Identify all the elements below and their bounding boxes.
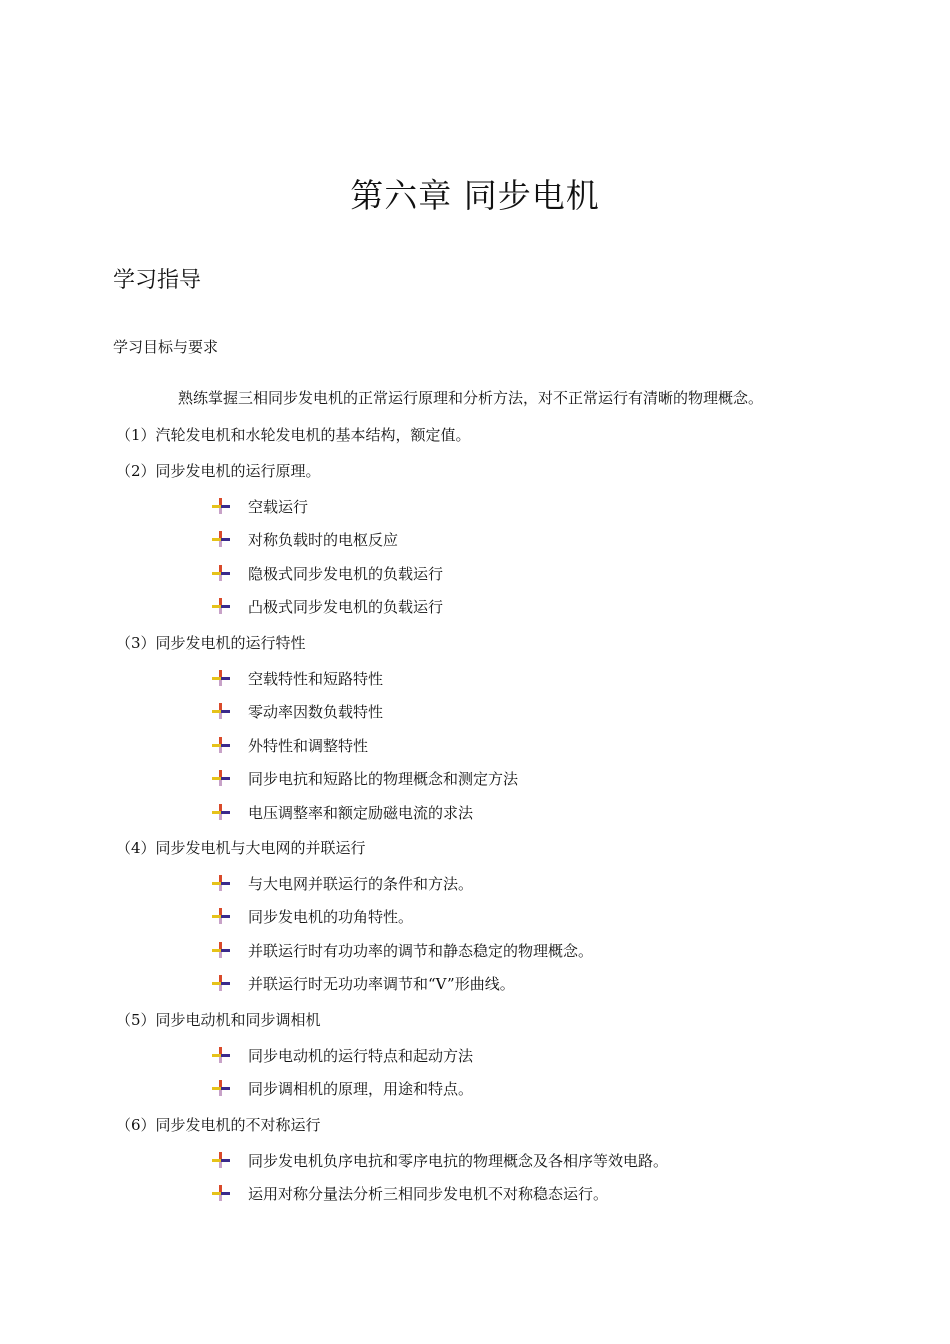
cross-bullet-icon: [212, 975, 230, 991]
bullet-text: 隐极式同步发电机的负载运行: [248, 565, 444, 583]
cross-bullet-icon: [212, 703, 230, 719]
cross-bullet-icon: [212, 598, 230, 614]
cross-bullet-icon: [212, 498, 230, 514]
intro-paragraph: 熟练掌握三相同步发电机的正常运行原理和分析方法，对不正常运行有清晰的物理概念。: [178, 389, 764, 407]
bullet-text: 同步发电机负序电抗和零序电抗的物理概念及各相序等效电路。: [248, 1152, 669, 1170]
cross-bullet-icon: [212, 531, 230, 547]
bullet-text: 运用对称分量法分析三相同步发电机不对称稳态运行。: [248, 1185, 609, 1203]
bullet-text: 并联运行时无功功率调节和“V”形曲线。: [248, 975, 515, 993]
bullet-text: 同步调相机的原理，用途和特点。: [248, 1080, 474, 1098]
sub-heading: 学习目标与要求: [113, 338, 219, 356]
bullet-text: 凸极式同步发电机的负载运行: [248, 598, 444, 616]
bullet-text: 空载特性和短路特性: [248, 670, 384, 688]
bullet-text: 电压调整率和额定励磁电流的求法: [248, 804, 474, 822]
cross-bullet-icon: [212, 565, 230, 581]
section-label: （3）同步发电机的运行特性: [116, 634, 306, 652]
bullet-text: 与大电网并联运行的条件和方法。: [248, 875, 474, 893]
cross-bullet-icon: [212, 1185, 230, 1201]
cross-bullet-icon: [212, 770, 230, 786]
bullet-text: 零动率因数负载特性: [248, 703, 384, 721]
cross-bullet-icon: [212, 737, 230, 753]
cross-bullet-icon: [212, 1080, 230, 1096]
cross-bullet-icon: [212, 804, 230, 820]
cross-bullet-icon: [212, 1047, 230, 1063]
bullet-text: 对称负载时的电枢反应: [248, 531, 399, 549]
chapter-title: 第六章 同步电机: [350, 176, 600, 215]
cross-bullet-icon: [212, 670, 230, 686]
bullet-text: 空载运行: [248, 498, 309, 516]
bullet-text: 并联运行时有功功率的调节和静态稳定的物理概念。: [248, 942, 594, 960]
section-label: （2）同步发电机的运行原理。: [116, 462, 321, 480]
cross-bullet-icon: [212, 908, 230, 924]
cross-bullet-icon: [212, 942, 230, 958]
section-heading: 学习指导: [113, 268, 202, 293]
bullet-text: 外特性和调整特性: [248, 737, 369, 755]
section-label: （4）同步发电机与大电网的并联运行: [116, 839, 366, 857]
bullet-text: 同步电抗和短路比的物理概念和测定方法: [248, 770, 519, 788]
bullet-text: 同步电动机的运行特点和起动方法: [248, 1047, 474, 1065]
section-label: （6）同步发电机的不对称运行: [116, 1116, 321, 1134]
cross-bullet-icon: [212, 1152, 230, 1168]
cross-bullet-icon: [212, 875, 230, 891]
section-label: （1）汽轮发电机和水轮发电机的基本结构，额定值。: [116, 426, 471, 444]
bullet-text: 同步发电机的功角特性。: [248, 908, 414, 926]
section-label: （5）同步电动机和同步调相机: [116, 1011, 321, 1029]
